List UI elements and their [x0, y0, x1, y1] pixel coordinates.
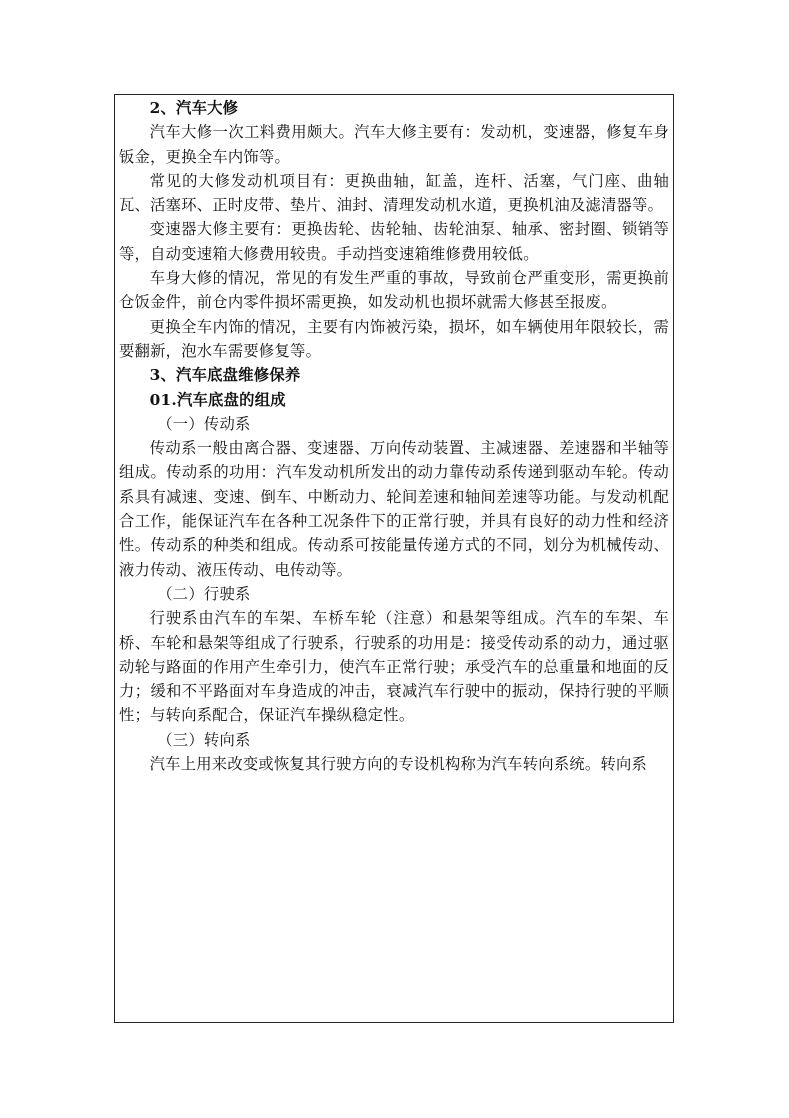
document-frame [114, 94, 674, 1023]
paragraph-body-overhaul: 车身大修的情况，常见的有发生严重的事故，导致前仓严重变形，需更换前仓饭金件，前仓内零件损坏需更换，如发动机也损坏就需大修甚至报废。 [119, 269, 669, 312]
subheading-drivetrain: （一）传动系 [157, 414, 251, 433]
subsection-heading-chassis-composition: 01.汽车底盘的组成 [149, 390, 286, 409]
subheading-running-gear: （二）行驶系 [157, 584, 251, 603]
paragraph-overhaul-intro: 汽车大修一次工料费用颇大。汽车大修主要有：发动机，变速器，修复车身钣金，更换全车内饰等。 [119, 123, 669, 166]
section-heading-chassis: 3、汽车底盘维修保养 [149, 366, 301, 385]
subheading-steering: （三）转向系 [157, 730, 251, 749]
section-heading-overhaul: 2、汽车大修 [149, 99, 239, 117]
document-body [119, 96, 669, 776]
paragraph-interior-replace: 更换全车内饰的情况，主要有内饰被污染，损坏，如车辆使用年限较长，需要翻新，泡水车需要修复等。 [119, 317, 669, 360]
paragraph-engine-overhaul: 常见的大修发动机项目有：更换曲轴，缸盖，连杆、活塞，气门座、曲轴瓦、活塞环、正时皮带、垫片、油封、清理发动机水道，更换机油及滤清器等。 [119, 171, 669, 215]
paragraph-gearbox-overhaul: 变速器大修主要有：更换齿轮、齿轮轴、齿轮油泵、轴承、密封圈、锁销等等，自动变速箱大修费用较贵。手动挡变速箱维修费用较低。 [119, 220, 669, 263]
paragraph-drivetrain: 传动系一般由离合器、变速器、万向传动装置、主减速器、差速器和半轴等组成。传动系的功用：汽车发动机所发出的动力靠传动系传递到驱动车轮。传动系具有减速、变速、倒车、中断动力、轮间差速和轴间差速等功能。与发动机配合工作，能保证汽车在各种工况条件下的正常行驶，并具有良好的动力性和经济性。传动系的种类和组成。传动系可按能量传递方式的不同，划分为机械传动、液力传动、液压传动、电传动等。 [119, 439, 669, 579]
paragraph-running-gear: 行驶系由汽车的车架、车桥车轮（注意）和悬架等组成。汽车的车架、车桥、车轮和悬架等组成了行驶系，行驶系的功用是：接受传动系的动力，通过驱动轮与路面的作用产生牵引力，使汽车正常行驶；承受汽车的总重量和地面的反力；缓和不平路面对车身造成的冲击，衰减汽车行驶中的振动，保持行驶的平顺性；与转向系配合，保证汽车操纵稳定性。 [119, 609, 669, 725]
paragraph-steering: 汽车上用来改变或恢复其行驶方向的专设机构称为汽车转向系统。转向系 [149, 755, 648, 774]
